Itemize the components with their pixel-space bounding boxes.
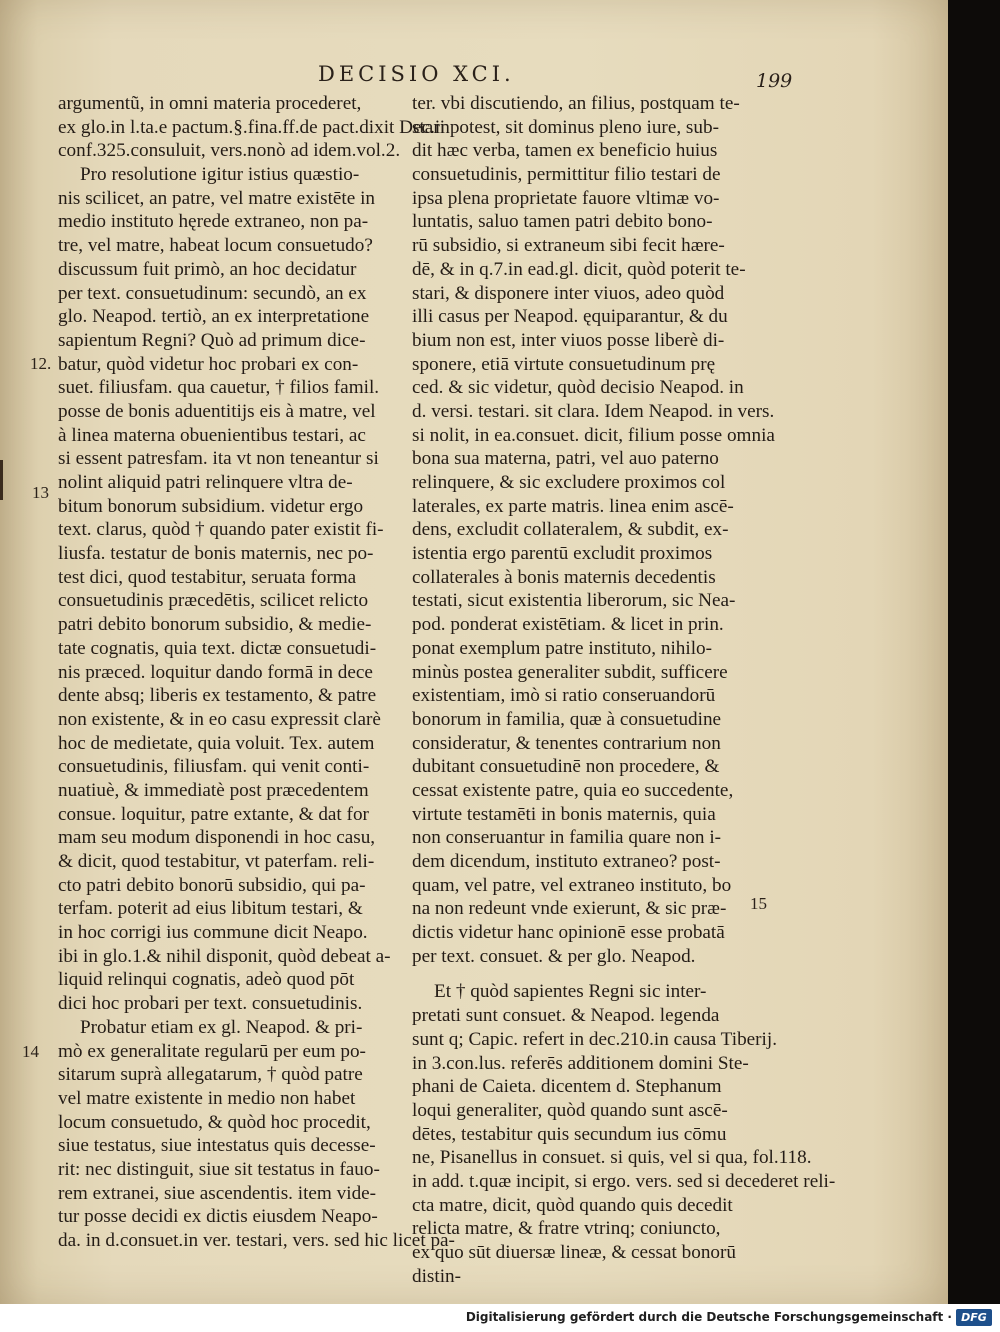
text-line: nolint aliquid patri relinquere vltra de- <box>58 472 353 493</box>
text-line: laterales, ex parte matris. linea enim ascē- <box>412 495 734 517</box>
text-line: dictis videtur hanc opinionē esse probatā <box>412 922 725 944</box>
text-line: conf.325.consuluit, vers.nonò ad idem.vol.2. <box>58 140 401 162</box>
dfg-logo: DFG <box>956 1309 992 1326</box>
text-line: phani de Caieta. dicentem d. Stephanum <box>412 1076 722 1098</box>
text-line: consuetudinis, filiusfam. qui venit conti- <box>58 756 370 778</box>
margin-number-12: 12. <box>30 354 52 373</box>
text-line: cessat existente patre, quia eo succedente, <box>412 779 734 801</box>
text-line: & dicit, quod testabitur, vt paterfam. reli- <box>58 851 375 872</box>
text-line: bitum bonorum subsidium. videtur ergo <box>58 495 364 517</box>
binding-edge-mark <box>0 460 3 500</box>
text-line: cto patri debito bonorū subsidio, qui pa- <box>58 874 366 896</box>
text-line: consideratur, & tenentes contrarium non <box>412 732 721 754</box>
text-line: minùs postea generaliter subdit, sufficere <box>412 661 728 683</box>
text-line: posse de bonis aduentitijs eis à matre, vel <box>58 400 376 422</box>
text-line: glo. Neapod. tertiò, an ex interpretatione <box>58 306 370 328</box>
text-line: Probatur etiam ex gl. Neapod. & pri- <box>80 1016 363 1038</box>
margin-number-13: 13 <box>32 483 49 502</box>
text-line: dens, excludit collateralem, & subdit, ex- <box>412 519 729 541</box>
text-line: testati, sicut existentia liberorum, sic Nea- <box>412 590 736 612</box>
text-line: bona sua materna, patri, vel auo paterno <box>412 448 719 470</box>
text-line: vel matre existente in medio non habet <box>58 1087 356 1109</box>
digitization-footer <box>0 1304 1000 1332</box>
text-line: pretati sunt consuet. & Neapod. legenda <box>412 1005 720 1027</box>
text-line: mò ex generalitate regularū per eum po- <box>58 1040 366 1062</box>
text-line: Pro resolutione igitur istius quæstio- <box>80 164 360 186</box>
text-line: patri debito bonorum subsidio, & medie- <box>58 614 372 636</box>
text-line: tur posse decidi ex dictis eiusdem Neapo- <box>58 1206 378 1228</box>
text-line: non conseruantur in familia quare non i- <box>412 827 722 849</box>
text-line: test dici, quod testabitur, seruata forma <box>58 566 357 588</box>
text-line: suet. filiusfam. qua cauetur, † filios famil. <box>58 377 380 399</box>
margin-number-14: 14 <box>22 1042 39 1061</box>
text-line: batur, quòd videtur hoc probari ex con- <box>58 353 359 375</box>
text-line: luntatis, saluo tamen patri debito bono- <box>412 211 713 233</box>
text-line: liusfa. testatur de bonis maternis, nec po- <box>58 543 374 565</box>
left-text-column <box>58 92 455 1253</box>
text-line: non existente, & in eo casu expressit clarè <box>58 708 381 730</box>
text-line: hoc de medietate, quia voluit. Tex. autem <box>58 732 375 754</box>
text-line: dubitant consuetudinē non procedere, & <box>412 756 720 778</box>
text-line: ibi in glo.1.& nihil disponit, quòd debeat a- <box>58 945 391 967</box>
text-line: liquid relinqui cognatis, adeò quod pōt <box>58 969 355 991</box>
text-line: nis præced. loquitur dando formā in dece <box>58 661 373 683</box>
text-line: stari potest, sit dominus pleno iure, sub- <box>412 116 719 138</box>
text-line: dit hæc verba, tamen ex beneficio huius <box>412 140 718 162</box>
text-line: dente absq; liberis ex testamento, & patre <box>58 685 377 707</box>
text-line: medio instituto hęrede extraneo, non pa- <box>58 211 369 233</box>
text-line: sunt q; Capic. refert in dec.210.in causa Tiberij. <box>412 1028 778 1050</box>
text-line: sapientum Regni? Quò ad primum dice- <box>58 329 366 351</box>
text-line: tate cognatis, quia text. dictæ consuetudi- <box>58 637 377 659</box>
text-line: tre, vel matre, habeat locum consuetudo? <box>58 235 373 257</box>
text-line: pod. ponderat existētiam. & licet in prin. <box>412 614 724 636</box>
text-line: consuetudinis, permittitur filio testari de <box>412 164 721 186</box>
text-line: sitarum suprà allegatarum, † quòd patre <box>58 1064 363 1086</box>
text-line: per text. consuet. & per glo. Neapod. <box>412 945 696 967</box>
text-line: argumentũ, in omni materia procederet, <box>58 93 362 114</box>
text-line: relinquere, & sic excludere proximos col <box>412 472 726 493</box>
text-line: dem dicendum, instituto extraneo? post- <box>412 851 721 872</box>
text-line: rit: nec distinguit, siue sit testatus in fauo- <box>58 1158 380 1180</box>
text-line: locum consuetudo, & quòd hoc procedit, <box>58 1111 371 1133</box>
text-line: consuetudinis præcedētis, scilicet relicto <box>58 590 369 612</box>
text-line: ex glo.in l.ta.e pactum.§.fina.ff.de pact.dixit Dec.in <box>58 116 450 138</box>
text-line: dē, & in q.7.in ead.gl. dicit, quòd poterit te- <box>412 258 746 280</box>
page-number: 199 <box>756 70 793 92</box>
text-line: istentia ergo parentū excludit proximos <box>412 543 713 565</box>
text-line: discussum fuit primò, an hoc decidatur <box>58 258 357 280</box>
text-line: ced. & sic videtur, quòd decisio Neapod. in <box>412 377 744 399</box>
text-line: ipsa plena proprietate fauore vltimæ vo- <box>412 187 720 209</box>
text-line: rem extranei, siue ascendentis. item vide- <box>58 1182 377 1204</box>
text-line: sponere, etiā virtute consuetudinum prę <box>412 353 716 375</box>
text-line: si nolit, in ea.consuet. dicit, filium posse omnia <box>412 424 775 446</box>
text-line: illi casus per Neapod. ęquiparantur, & du <box>412 306 728 328</box>
text-line: cta matre, dicit, quòd quando quis decedit <box>412 1194 733 1216</box>
text-line: rū subsidio, si extraneum sibi fecit hære- <box>412 235 725 257</box>
text-line: existentiam, imò si ratio conseruandorū <box>412 685 716 707</box>
text-line: loqui generaliter, quòd quando sunt ascē- <box>412 1099 728 1121</box>
text-line: in hoc corrigi ius commune dicit Neapo. <box>58 922 368 944</box>
text-line: siue testatus, siue intestatus quis decesse- <box>58 1135 376 1157</box>
text-line: d. versi. testari. sit clara. Idem Neapod. in vers. <box>412 400 775 422</box>
text-line: na non redeunt vnde exierunt, & sic præ- <box>412 898 727 920</box>
text-line: per text. consuetudinum: secundò, an ex <box>58 282 367 304</box>
text-line: in 3.con.lus. referēs additionem domini Ste- <box>412 1052 749 1074</box>
text-line: dētes, testabitur quis secundum ius cōmu <box>412 1123 727 1145</box>
text-line: dici hoc probari per text. consuetudinis. <box>58 993 363 1015</box>
margin-number-15: 15 <box>750 894 767 913</box>
text-line: nuatiuè, & immediatè post præcedentem <box>58 779 369 801</box>
text-line: si essent patresfam. ita vt non teneantur si <box>58 448 379 470</box>
text-line: bium non est, inter viuos posse liberè di- <box>412 329 725 351</box>
text-line: ex quo sūt diuersæ lineæ, & cessat bonorū <box>412 1242 737 1263</box>
text-line: terfam. poterit ad eius libitum testari, & <box>58 898 363 920</box>
text-line: text. clarus, quòd † quando pater existit fi- <box>58 519 384 541</box>
text-line: quam, vel patre, vel extraneo instituto, bo <box>412 874 732 896</box>
text-line: consue. loquitur, patre extante, & dat for <box>58 803 369 825</box>
text-line: bonorum in familia, quæ à consuetudine <box>412 708 722 730</box>
text-line: nis scilicet, an patre, vel matre existēte in <box>58 187 376 209</box>
running-head: DECISIO XCI. <box>318 62 515 86</box>
text-line: ne, Pisanellus in consuet. si quis, vel si qua, fol.118. <box>412 1147 812 1169</box>
text-line: mam seu modum disponendi in hoc casu, <box>58 827 376 849</box>
text-line: virtute testamēti in bonis maternis, quia <box>412 803 716 825</box>
footer-credit: Digitalisierung gefördert durch die Deutsche Forschungsgemeinschaft · <box>465 1310 952 1324</box>
text-line: ponat exemplum patre instituto, nihilo- <box>412 637 713 659</box>
text-line: distin- <box>412 1265 462 1287</box>
text-line: collaterales à bonis maternis decedentis <box>412 566 716 588</box>
text-line: ter. vbi discutiendo, an filius, postquam te- <box>412 93 740 114</box>
text-line: Et † quòd sapientes Regni sic inter- <box>434 981 707 1003</box>
text-line: stari, & disponere inter viuos, adeo quòd <box>412 282 725 304</box>
text-line <box>412 968 770 980</box>
text-line: à linea materna obuenientibus testari, ac <box>58 424 366 446</box>
text-line: relicta matre, & fratre vtrinq; coniuncto, <box>412 1218 721 1240</box>
text-line: da. in d.consuet.in ver. testari, vers. sed hic licet pa- <box>58 1230 455 1251</box>
text-line: in add. t.quæ incipit, si ergo. vers. sed si decederet reli- <box>412 1170 836 1192</box>
right-text-column <box>412 92 836 1288</box>
